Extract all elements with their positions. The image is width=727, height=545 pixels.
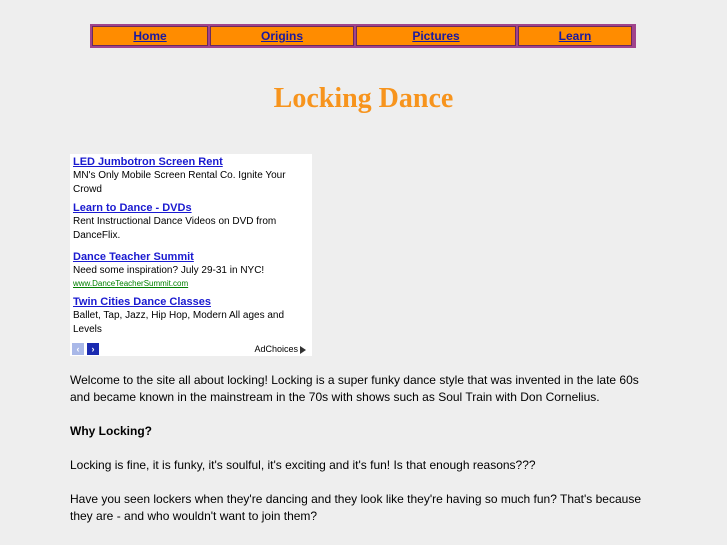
body-paragraph: Locking is fine, it is funky, it's soulful, it's exciting and it's fun! Is that enough reasons??? <box>70 458 536 472</box>
section-heading: Why Locking? <box>70 424 152 438</box>
ad-title-link[interactable]: Twin Cities Dance Classes <box>73 296 211 308</box>
ad-description: MN's Only Mobile Screen Rental Co. Ignite Your Crowd <box>73 170 286 195</box>
ad-item <box>73 250 305 289</box>
intro-paragraph: Welcome to the site all about locking! Locking is a super funky dance style that was invented in the late 60s and became known in the mainstream in the 70s with shows such as Soul Train with Don Cornelius. <box>70 373 639 404</box>
ad-description: Rent Instructional Dance Videos on DVD from DanceFlix. <box>73 216 277 241</box>
page-title: Locking Dance <box>273 83 454 114</box>
ad-title-link[interactable]: LED Jumbotron Screen Rent <box>73 156 223 168</box>
ad-prev-button[interactable]: ‹ <box>72 343 84 355</box>
nav-learn-link[interactable]: Learn <box>518 26 632 46</box>
ad-title-link[interactable]: Dance Teacher Summit <box>73 251 194 263</box>
nav-origins-link[interactable]: Origins <box>210 26 354 46</box>
nav-pictures-link[interactable]: Pictures <box>356 26 516 46</box>
main-content <box>70 372 660 542</box>
ad-description: Need some inspiration? July 29-31 in NYC! <box>73 265 265 276</box>
ad-item <box>73 155 305 197</box>
nav-home-link[interactable]: Home <box>92 26 208 46</box>
ad-next-button[interactable]: › <box>87 343 99 355</box>
ad-box <box>70 154 312 356</box>
ad-item <box>73 295 305 337</box>
adchoices-icon <box>300 346 306 354</box>
ad-footer <box>70 342 312 356</box>
ad-url-link[interactable]: www.DanceTeacherSummit.com <box>73 279 189 288</box>
ad-item <box>73 201 305 243</box>
ad-description: Ballet, Tap, Jazz, Hip Hop, Modern All ages and Levels <box>73 310 285 335</box>
ad-title-link[interactable]: Learn to Dance - DVDs <box>73 202 192 214</box>
adchoices-label: AdChoices <box>254 344 298 354</box>
body-paragraph: Have you seen lockers when they're dancing and they look like they're having so much fun? That's because they are - and who wouldn't want to join them? <box>70 492 641 523</box>
top-nav <box>90 24 636 48</box>
adchoices-link[interactable] <box>254 343 306 355</box>
